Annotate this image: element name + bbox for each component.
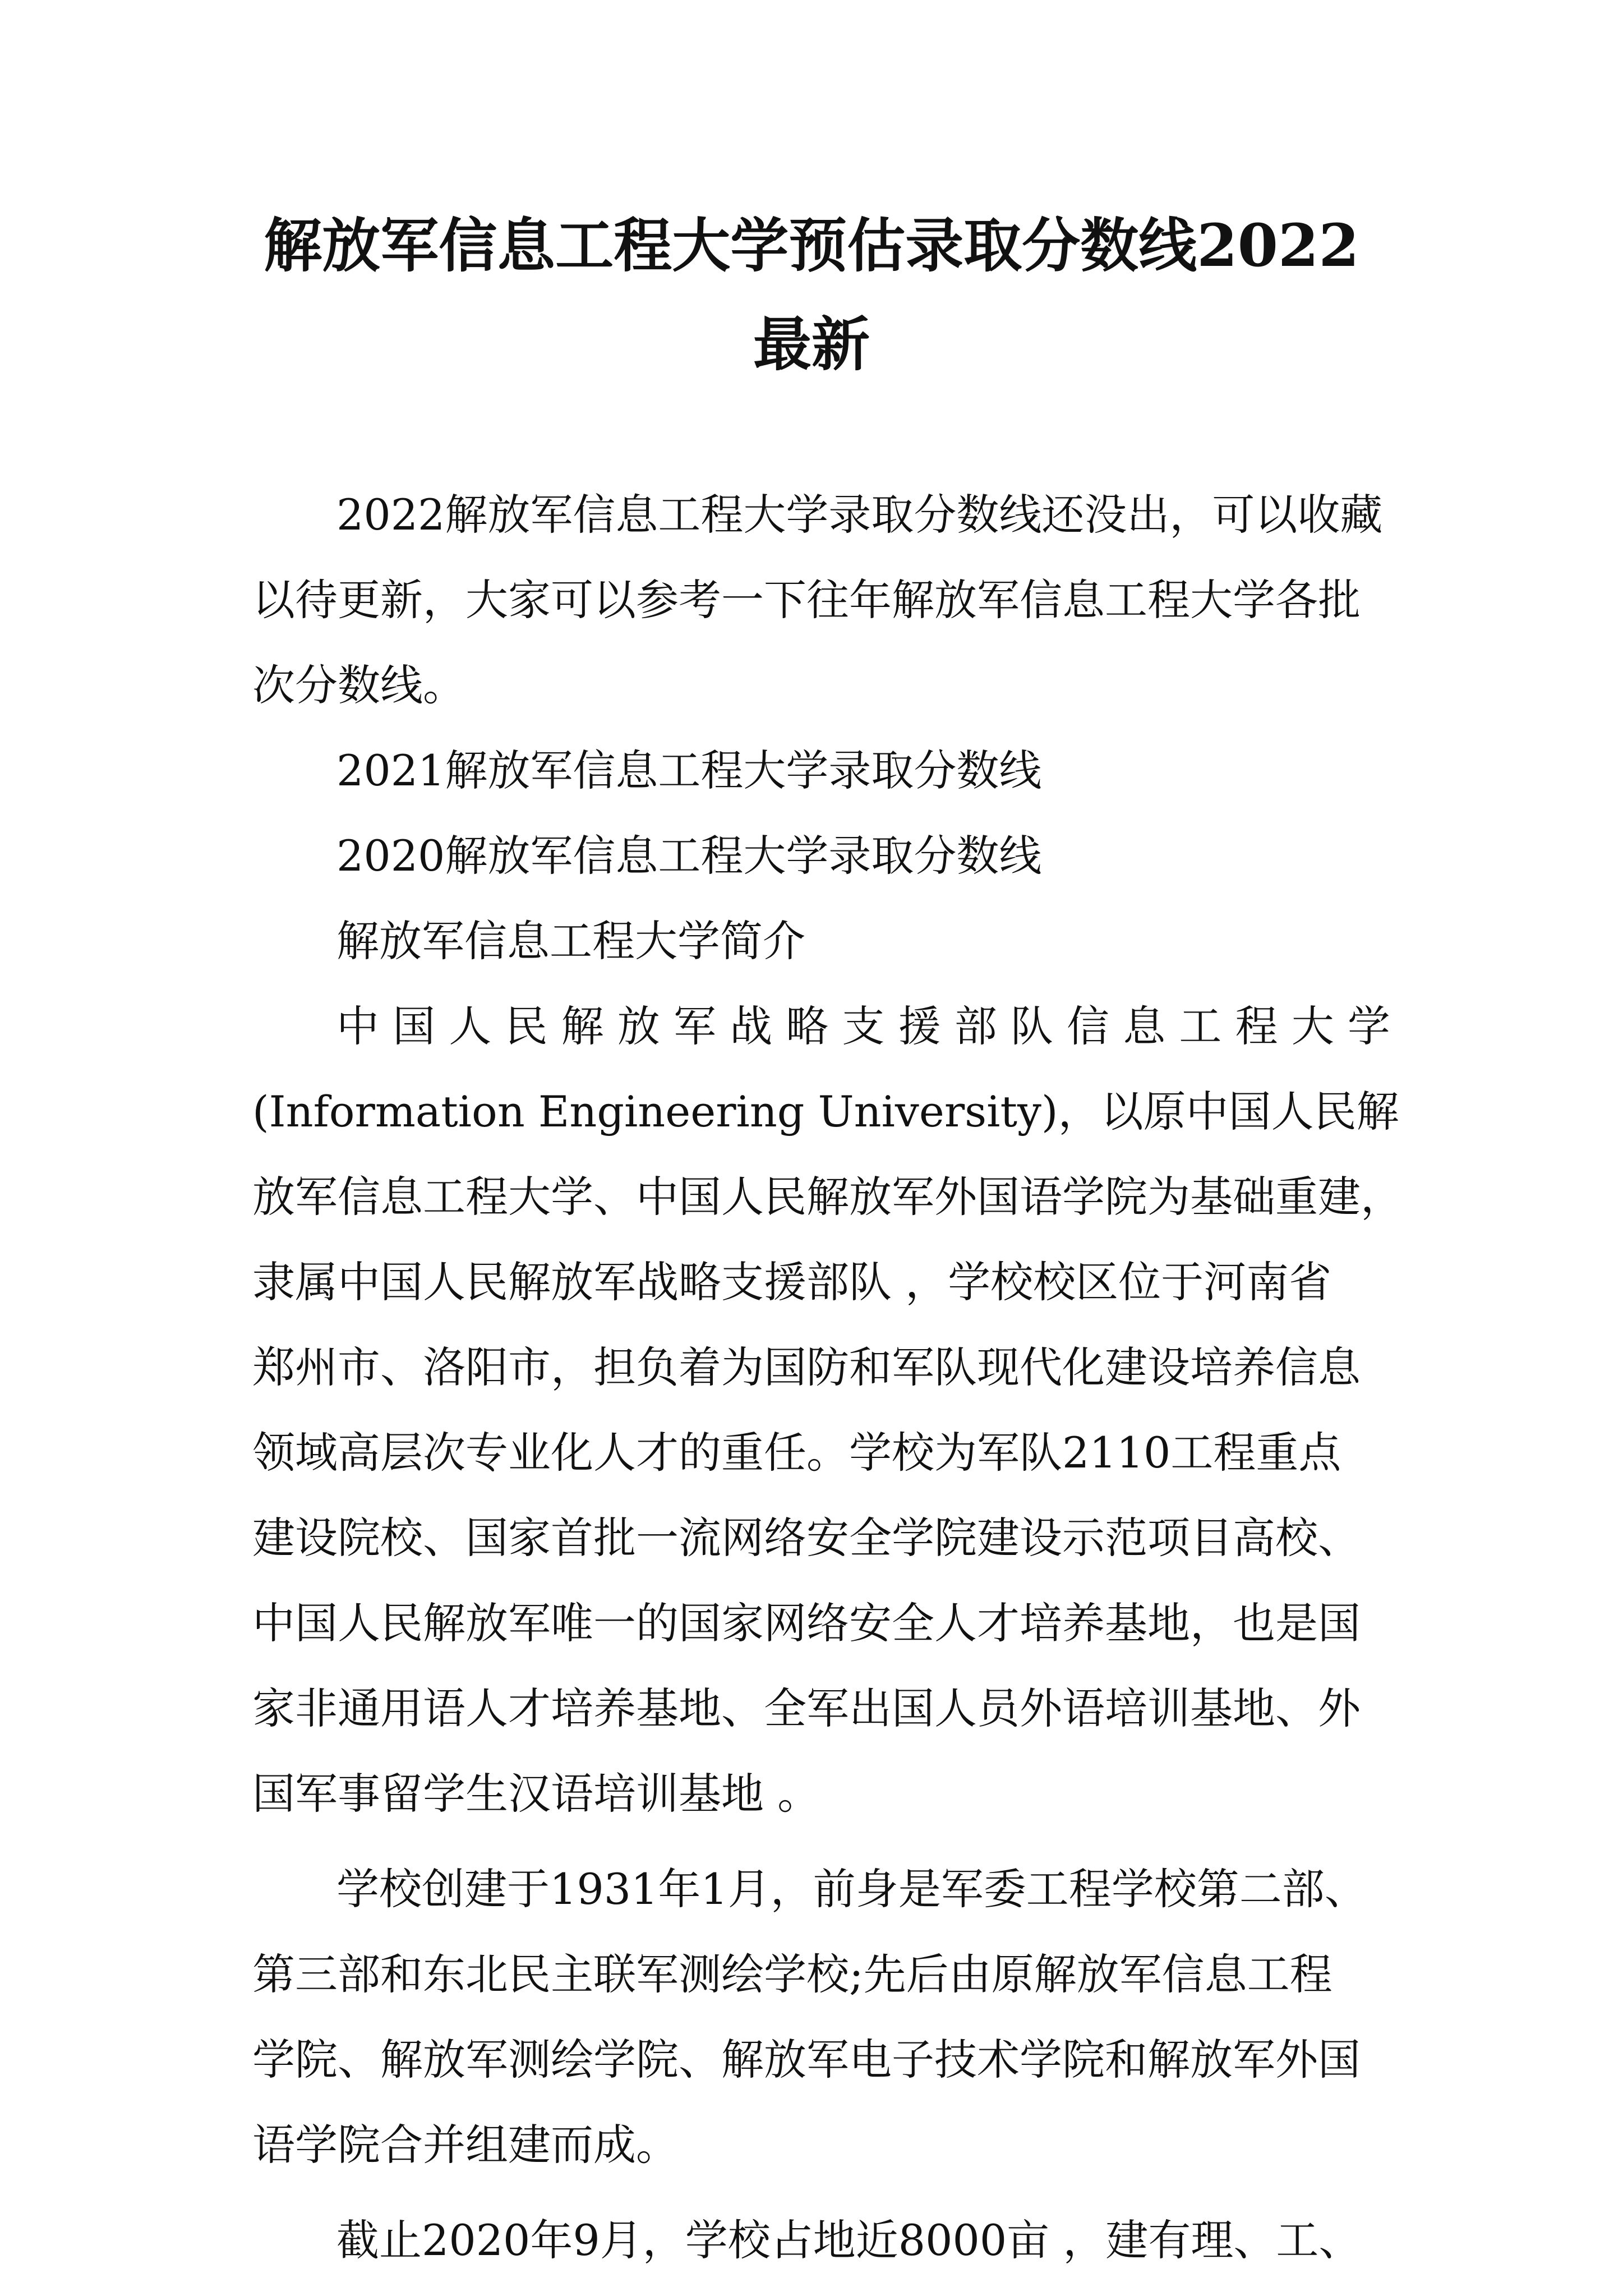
paragraph-line: 2022解放军信息工程大学录取分数线还没出，可以收藏 <box>336 490 1383 540</box>
title-line-1: 解放军信息工程大学预估录取分数线2022 <box>264 211 1359 280</box>
paragraph-line: 学院、解放军测绘学院、解放军电子技术学院和解放军外国 <box>252 2035 1361 2085</box>
paragraph-2020-scores <box>252 813 1387 899</box>
paragraph-line: 解放军信息工程大学简介 <box>336 916 805 966</box>
document-title <box>236 196 1387 394</box>
title-line-2: 最新 <box>753 310 870 379</box>
paragraph-intro-heading <box>252 899 1387 984</box>
document-body <box>252 472 1403 2283</box>
paragraph-line: 截止2020年9月，学校占地近8000亩 ，建有理、工、 <box>336 2215 1362 2265</box>
paragraph-line: 国军事留学生汉语培训基地 。 <box>252 1769 820 1819</box>
paragraph-spacer <box>252 1837 1387 1847</box>
paragraph-intro <box>252 472 1387 728</box>
paragraph-2021-scores <box>252 728 1387 813</box>
paragraph-university-overview <box>252 984 1403 1837</box>
paragraph-line: 2020解放军信息工程大学录取分数线 <box>336 831 1042 881</box>
paragraph-line: 隶属中国人民解放军战略支援部队 ，学校校区位于河南省 <box>252 1257 1332 1307</box>
paragraph-line: 以待更新，大家可以参考一下往年解放军信息工程大学各批 <box>252 575 1361 625</box>
paragraph-spacer <box>252 2188 1387 2198</box>
paragraph-line: 次分数线。 <box>252 660 465 710</box>
paragraph-line: (Information Engineering University)，以原中国人民解 <box>252 1087 1399 1137</box>
paragraph-line: 学校创建于1931年1月，前身是军委工程学校第二部、 <box>336 1864 1367 1914</box>
paragraph-line: 中 国 人 民 解 放 军 战 略 支 援 部 队 信 息 工 程 大 学 <box>336 1001 1390 1051</box>
paragraph-line: 家非通用语人才培养基地、全军出国人员外语培训基地、外 <box>252 1683 1361 1733</box>
paragraph-line: 放军信息工程大学、中国人民解放军外国语学院为基础重建， <box>252 1172 1403 1222</box>
paragraph-line: 第三部和东北民主联军测绘学校;先后由原解放军信息工程 <box>252 1949 1332 1999</box>
paragraph-line: 2021解放军信息工程大学录取分数线 <box>336 746 1042 795</box>
paragraph-campus <box>252 2198 1387 2283</box>
paragraph-history <box>252 1847 1387 2188</box>
paragraph-line: 领域高层次专业化人才的重任。学校为军队2110工程重点 <box>252 1428 1341 1478</box>
paragraph-line: 郑州市、洛阳市，担负着为国防和军队现代化建设培养信息 <box>252 1342 1361 1392</box>
paragraph-line: 建设院校、国家首批一流网络安全学院建设示范项目高校、 <box>252 1513 1361 1563</box>
paragraph-line: 中国人民解放军唯一的国家网络安全人才培养基地，也是国 <box>252 1598 1361 1648</box>
paragraph-line: 语学院合并组建而成。 <box>252 2120 679 2170</box>
